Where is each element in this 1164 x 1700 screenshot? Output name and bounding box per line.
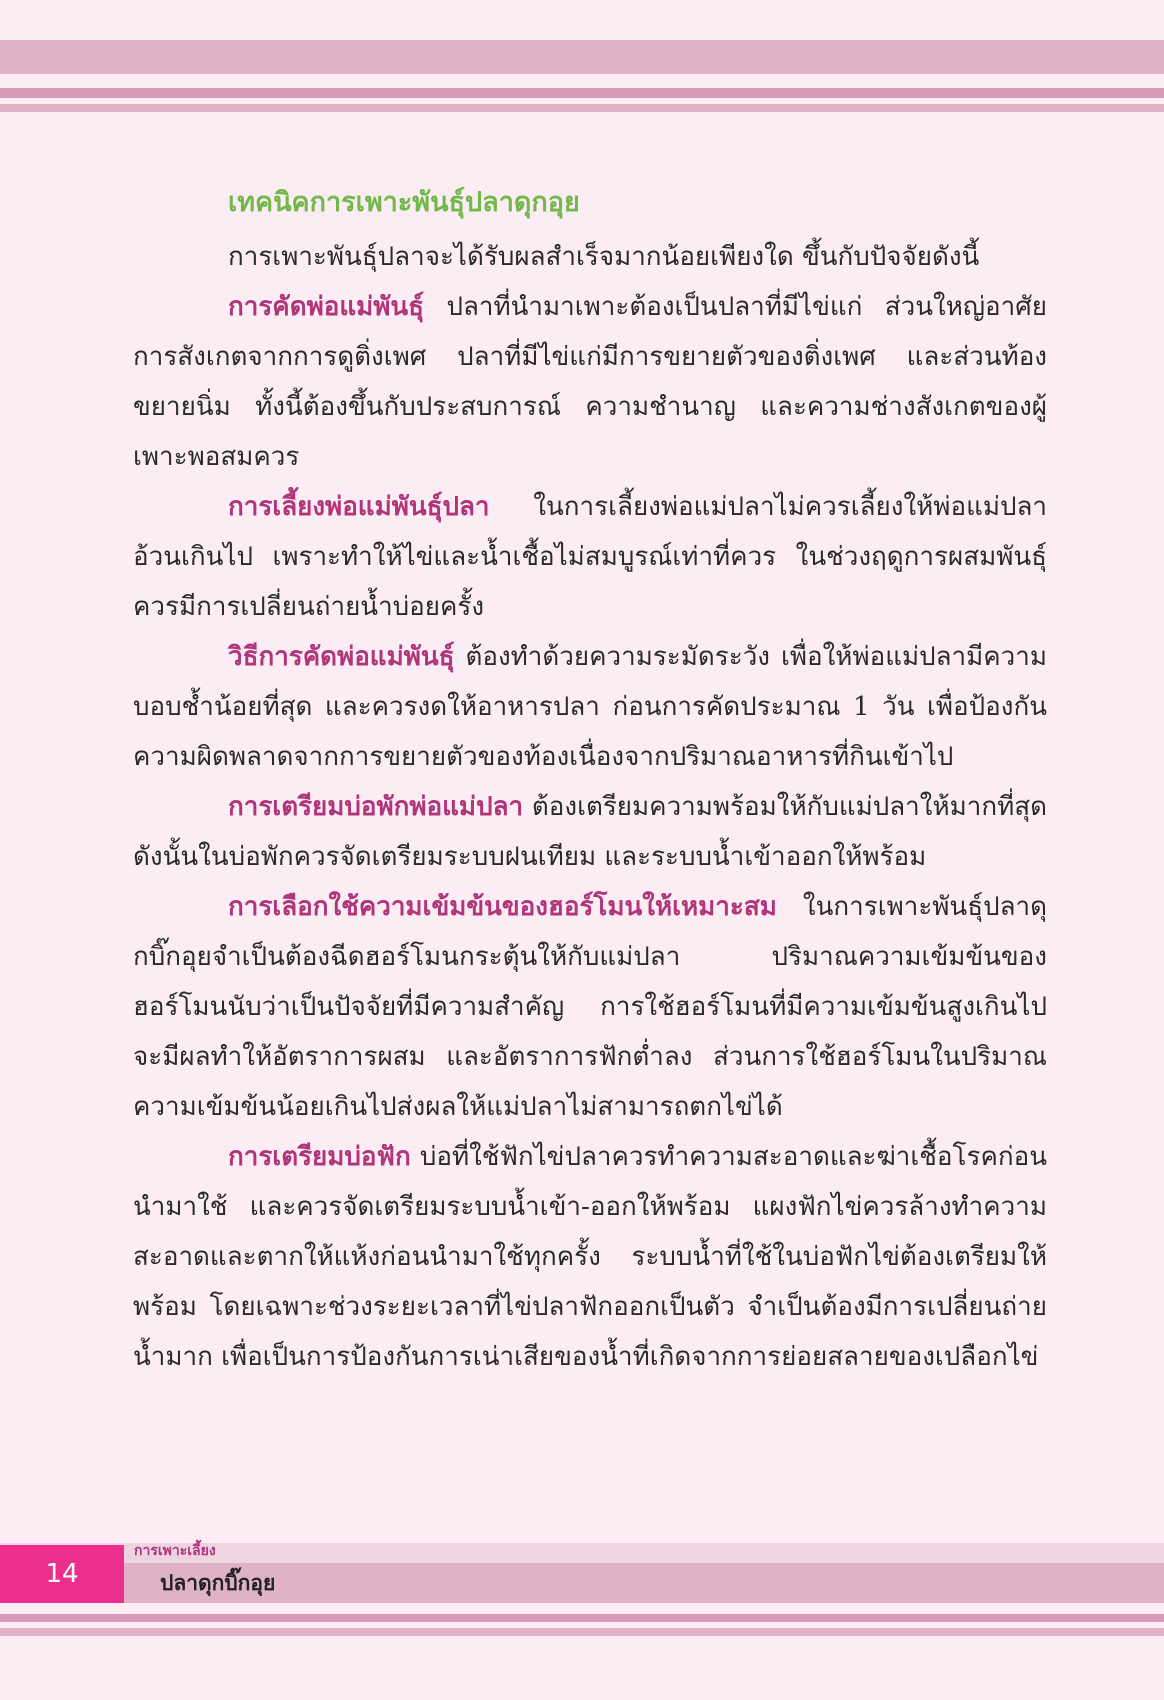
- paragraph-broodstock-rearing: [133, 482, 1047, 632]
- page-number: 14: [0, 1545, 124, 1603]
- top-decorative-stripe: [0, 88, 1164, 98]
- paragraph-selection-method: [133, 632, 1047, 782]
- footer-series-label: การเพาะเลี้ยง: [134, 1543, 216, 1559]
- page-body: [133, 180, 1047, 1382]
- term-heading: วิธีการคัดพ่อแม่พันธุ์: [228, 642, 455, 672]
- footer-book-title: ปลาดุกบิ๊กอุย: [160, 1571, 276, 1595]
- paragraph-text: ในการเพาะพันธุ์ปลาดุกบิ๊กอุยจำเป็นต้องฉีดฮอร์โมนกระตุ้นให้กับแม่ปลา ปริมาณความเข้มข้นของฮอร์โมนนับว่าเป็นปัจจัยที่มีความสำคัญ การใช้ฮอร์โมนที่มีความเข้มข้นสูงเกินไปจะมีผลทำให้อัตราการผสม และอัตราการฟักต่ำลง ส่วนการใช้ฮอร์โมนในปริมาณความเข้มข้นน้อยเกินไปส่งผลให้แม่ปลาไม่สามารถตกไข่ได้: [133, 892, 1047, 1122]
- paragraph-text: ต้องทำด้วยความระมัดระวัง เพื่อให้พ่อแม่ปลามีความบอบช้ำน้อยที่สุด และควรงดให้อาหารปลา ก่อนการคัดประมาณ 1 วัน เพื่อป้องกันความผิดพลาดจากการขยายตัวของท้องเนื่องจากปริมาณอาหารที่กินเข้าไป: [133, 642, 1047, 772]
- term-heading: การเตรียมบ่อพักพ่อแม่ปลา: [228, 792, 524, 822]
- term-heading: การคัดพ่อแม่พันธุ์: [228, 292, 425, 322]
- top-decorative-band: [0, 40, 1164, 74]
- paragraph-holding-pond: [133, 782, 1047, 882]
- paragraph-text: ต้องเตรียมความพร้อมให้กับแม่ปลาให้มากที่สุด ดังนั้นในบ่อพักควรจัดเตรียมระบบฝนเทียม และระบบน้ำเข้าออกให้พร้อม: [133, 792, 1047, 872]
- term-heading: การเลือกใช้ความเข้มข้นของฮอร์โมนให้เหมาะสม: [228, 892, 777, 922]
- term-heading: การเตรียมบ่อฟัก: [228, 1142, 411, 1172]
- paragraph-parent-selection: [133, 282, 1047, 482]
- top-decorative-stripe: [0, 104, 1164, 112]
- paragraph-text: ในการเลี้ยงพ่อแม่ปลาไม่ควรเลี้ยงให้พ่อแม่ปลาอ้วนเกินไป เพราะทำให้ไข่และน้ำเชื้อไม่สมบูรณ์เท่าที่ควร ในช่วงฤดูการผสมพันธุ์ควรมีการเปลี่ยนถ่ายน้ำบ่อยครั้ง: [133, 492, 1047, 622]
- intro-paragraph: การเพาะพันธุ์ปลาจะได้รับผลสำเร็จมากน้อยเพียงใด ขึ้นกับปัจจัยดังนี้: [228, 242, 980, 272]
- footer-decorative-stripe: [0, 1628, 1164, 1636]
- term-heading: การเลี้ยงพ่อแม่พันธุ์ปลา: [228, 492, 490, 522]
- paragraph-hatching-pond: [133, 1132, 1047, 1382]
- footer-decorative-stripe: [0, 1614, 1164, 1622]
- paragraph-hormone-concentration: [133, 882, 1047, 1132]
- paragraph-text: ปลาที่นำมาเพาะต้องเป็นปลาที่มีไข่แก่ ส่วนใหญ่อาศัยการสังเกตจากการดูติ่งเพศ ปลาที่มีไข่แก่มีการขยายตัวของติ่งเพศ และส่วนท้องขยายนิ่ม ทั้งนี้ต้องขึ้นกับประสบการณ์ ความชำนาญ และความช่างสังเกตของผู้เพาะพอสมควร: [133, 292, 1047, 472]
- paragraph-text: บ่อที่ใช้ฟักไข่ปลาควรทำความสะอาดและฆ่าเชื้อโรคก่อนนำมาใช้ และควรจัดเตรียมระบบน้ำเข้า-ออกให้พร้อม แผงฟักไข่ควรล้างทำความสะอาดและตากให้แห้งก่อนนำมาใช้ทุกครั้ง ระบบน้ำที่ใช้ในบ่อฟักไข่ต้องเตรียมให้พร้อม โดยเฉพาะช่วงระยะเวลาที่ไข่ปลาฟักออกเป็นตัว จำเป็นต้องมีการเปลี่ยนถ่ายน้ำมาก เพื่อเป็นการป้องกันการเน่าเสียของน้ำที่เกิดจากการย่อยสลายของเปลือกไข่: [133, 1142, 1047, 1372]
- section-heading: เทคนิคการเพาะพันธุ์ปลาดุกอุย: [228, 187, 580, 218]
